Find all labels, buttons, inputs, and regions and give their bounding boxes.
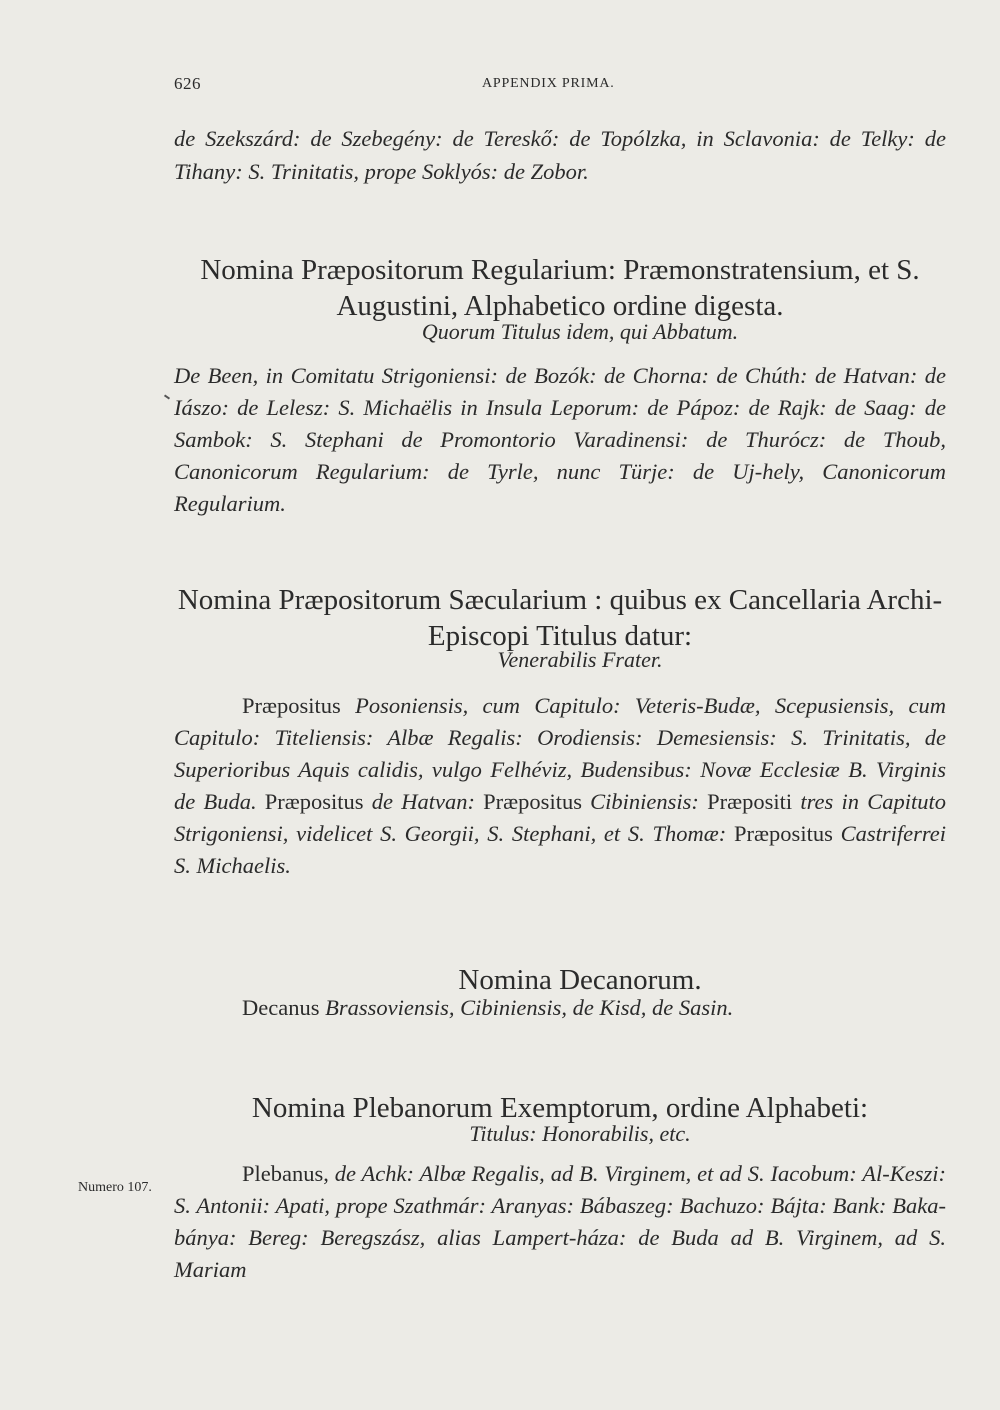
section-heading-exempt-parish-priests: Nomina Plebanorum Exemptorum, ordine Alphabeti: (251, 1092, 869, 1125)
section-body-secular-provosts (174, 690, 946, 882)
body-segment: Præpositus (734, 821, 833, 846)
intro-paragraph: de Szekszárd: de Szebegény: de Tereskő: de Topólzka, in Sclavonia: de Telky: de Tihany: S. Trinitatis, prope Soklyós: de Zobor. (174, 126, 946, 184)
section-body-deans (174, 992, 946, 1024)
body-segment: Præpositus (483, 789, 582, 814)
body-segment: Præpositi (707, 789, 793, 814)
page-header (174, 74, 954, 104)
body-segment: Brassoviensis, Cibiniensis, de Kisd, de Sasin. (319, 995, 734, 1020)
section-subtitle-secular-provosts: Venerabilis Frater. (497, 647, 663, 672)
section-heading-regular-provosts: Nomina Præpositorum Regularium: Præmonstratensium, et S. Augustini, Alphabetico ordine digesta. (200, 254, 920, 323)
body-segment: Castriferrei S. Michaelis. (174, 821, 946, 878)
page-number: 626 (174, 74, 201, 93)
section-subtitle-regular-provosts: Quorum Titulus idem, qui Abbatum. (421, 319, 739, 344)
body-segment: de Achk: Albæ Regalis, ad B. Virginem, et ad S. Iacobum: Al-Keszi: S. Antonii: Apati, prope Szathmár: Aranyas: Bábaszeg: Bachuzo: Bájta: Bank: Baka-bánya: Bereg: Beregszász, alias Lampert-háza: de Buda ad B. Virginem, ad S. Mariam (174, 1161, 946, 1282)
body-segment: Decanus (242, 995, 320, 1020)
body-segment: Posoniensis, cum Capitulo: Veteris-Budæ, Scepusiensis, cum Capitulo: Titeliensis: Albæ Regalis: Orodiensis: Demesiensis: S. Trinitatis, de Superioribus Aquis calidis, vulgo Felhéviz, Budensibus: Novæ Ecclesiæ B. Virginis de Buda. (174, 693, 946, 814)
body-segment: Præpositus (242, 693, 341, 718)
section-body-exempt-parish-priests (174, 1158, 946, 1286)
section-heading-secular-provosts: Nomina Præpositorum Sæcularium : quibus ex Cancellaria Archi-Episcopi Titulus datur: (177, 584, 943, 653)
body-segment: Præpositus (264, 789, 364, 814)
section-subtitle-exempt-parish-priests: Titulus: Honorabilis, etc. (469, 1121, 691, 1146)
section-body-regular-provosts: De Been, in Comitatu Strigoniensi: de Bozók: de Chorna: de Chúth: de Hatvan: de Iászo: de Lelesz: S. Michaëlis in Insula Leporum: de Pápoz: de Rajk: de Saag: de Sambok: S. Stephani de Promontorio Varadinensi: de Thurócz: de Thoub, Canonicorum Regularium: de Tyrle, nunc Türje: de Uj-hely, Canonicorum Regularium. (174, 363, 946, 516)
body-segment: Cibiniensis: (581, 789, 708, 814)
running-title: APPENDIX PRIMA. (482, 76, 615, 91)
body-segment: Plebanus, (242, 1161, 329, 1186)
margin-note: Numero 107. (78, 1180, 152, 1195)
body-segment: de Hatvan: (363, 789, 484, 814)
section-heading-deans: Nomina Decanorum. (458, 964, 702, 997)
stray-mark (164, 394, 170, 399)
body-segment: tres in Capituto Strigoniensi, videlicet S. Georgii, S. Stephani, et S. Thomæ: (174, 789, 946, 846)
